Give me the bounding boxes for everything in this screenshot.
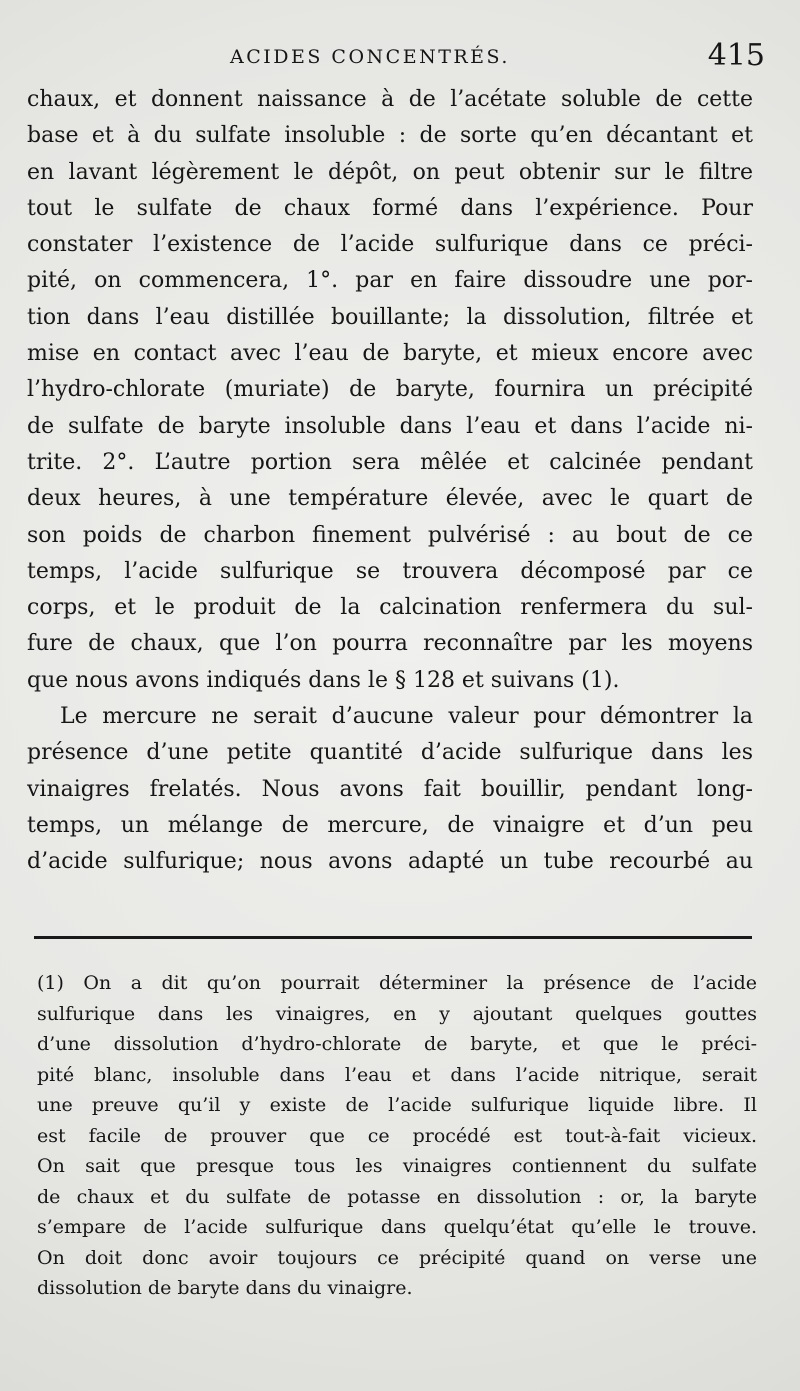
text-line: vinaigres frelatés. Nous avons fait bouillir, pendant long- (27, 776, 753, 802)
text-line: temps, l’acide sulfurique se trouvera décomposé par ce (27, 558, 753, 584)
footnote-line: une preuve qu’il y existe de l’acide sulfurique liquide libre. Il (37, 1094, 757, 1116)
footnote (37, 968, 757, 1304)
text-line: tout le sulfate de chaux formé dans l’expérience. Pour (27, 195, 753, 221)
text-line: tion dans l’eau distillée bouillante; la dissolution, filtrée et (27, 304, 753, 330)
text-line: base et à du sulfate insoluble : de sorte qu’en décantant et (27, 123, 753, 149)
footnote-line: pité blanc, insoluble dans l’eau et dans l’acide nitrique, serait (37, 1063, 757, 1086)
text-line: trite. 2°. L’autre portion sera mêlée et calcinée pendant (27, 449, 753, 475)
text-line: fure de chaux, que l’on pourra reconnaître par les moyens (27, 631, 753, 657)
text-line: pité, on commencera, 1°. par en faire dissoudre une por- (27, 268, 753, 294)
text-line: chaux, et donnent naissance à de l’acétate soluble de cette (27, 87, 753, 112)
footnote-line: s’empare de l’acide sulfurique dans quelqu’état qu’elle le trouve. (37, 1216, 757, 1238)
text-line: en lavant légèrement le dépôt, on peut obtenir sur le filtre (27, 159, 753, 185)
text-line: corps, et le produit de la calcination renfermera du sul- (27, 595, 753, 621)
footnote-line: est facile de prouver que ce procédé est tout-à-fait vicieux. (37, 1124, 757, 1147)
footnote-line: On doit donc avoir toujours ce précipité quand on verse une (37, 1246, 757, 1269)
running-head (30, 38, 765, 80)
footnote-line: d’une dissolution d’hydro-chlorate de baryte, et que le préci- (37, 1033, 757, 1055)
text-line: constater l’existence de l’acide sulfurique dans ce préci- (27, 232, 753, 258)
text-line: l’hydro-chlorate (muriate) de baryte, fournira un précipité (27, 377, 753, 403)
footnote-line: dissolution de baryte dans du vinaigre. (37, 1277, 413, 1299)
footnote-separator-rule (34, 936, 752, 939)
text-line: présence d’une petite quantité d’acide sulfurique dans les (27, 740, 753, 766)
text-line: temps, un mélange de mercure, de vinaigre et d’un peu (27, 812, 753, 838)
text-line: de sulfate de baryte insoluble dans l’eau et dans l’acide ni- (27, 413, 753, 439)
text-line: Le mercure ne serait d’aucune valeur pour démontrer la (60, 704, 753, 730)
footnote-line: de chaux et du sulfate de potasse en dissolution : or, la baryte (37, 1185, 757, 1208)
text-line: deux heures, à une température élevée, avec le quart de (27, 486, 753, 512)
footnote-line: sulfurique dans les vinaigres, en y ajoutant quelques gouttes (37, 1002, 757, 1025)
text-line: que nous avons indiqués dans le § 128 et suivans (1). (27, 667, 620, 693)
footnote-line: (1) On a dit qu’on pourrait déterminer la présence de l’acide (37, 972, 757, 994)
running-head-title: ACIDES CONCENTRÉS. (230, 46, 510, 68)
page-number: 415 (707, 38, 765, 73)
footnote-line: On sait que presque tous les vinaigres contiennent du sulfate (37, 1155, 757, 1177)
text-line: son poids de charbon finement pulvérisé : au bout de ce (27, 522, 753, 548)
text-line: d’acide sulfurique; nous avons adapté un tube recourbé au (27, 849, 753, 875)
text-line: mise en contact avec l’eau de baryte, et mieux encore avec (27, 341, 753, 367)
main-text (27, 82, 753, 881)
